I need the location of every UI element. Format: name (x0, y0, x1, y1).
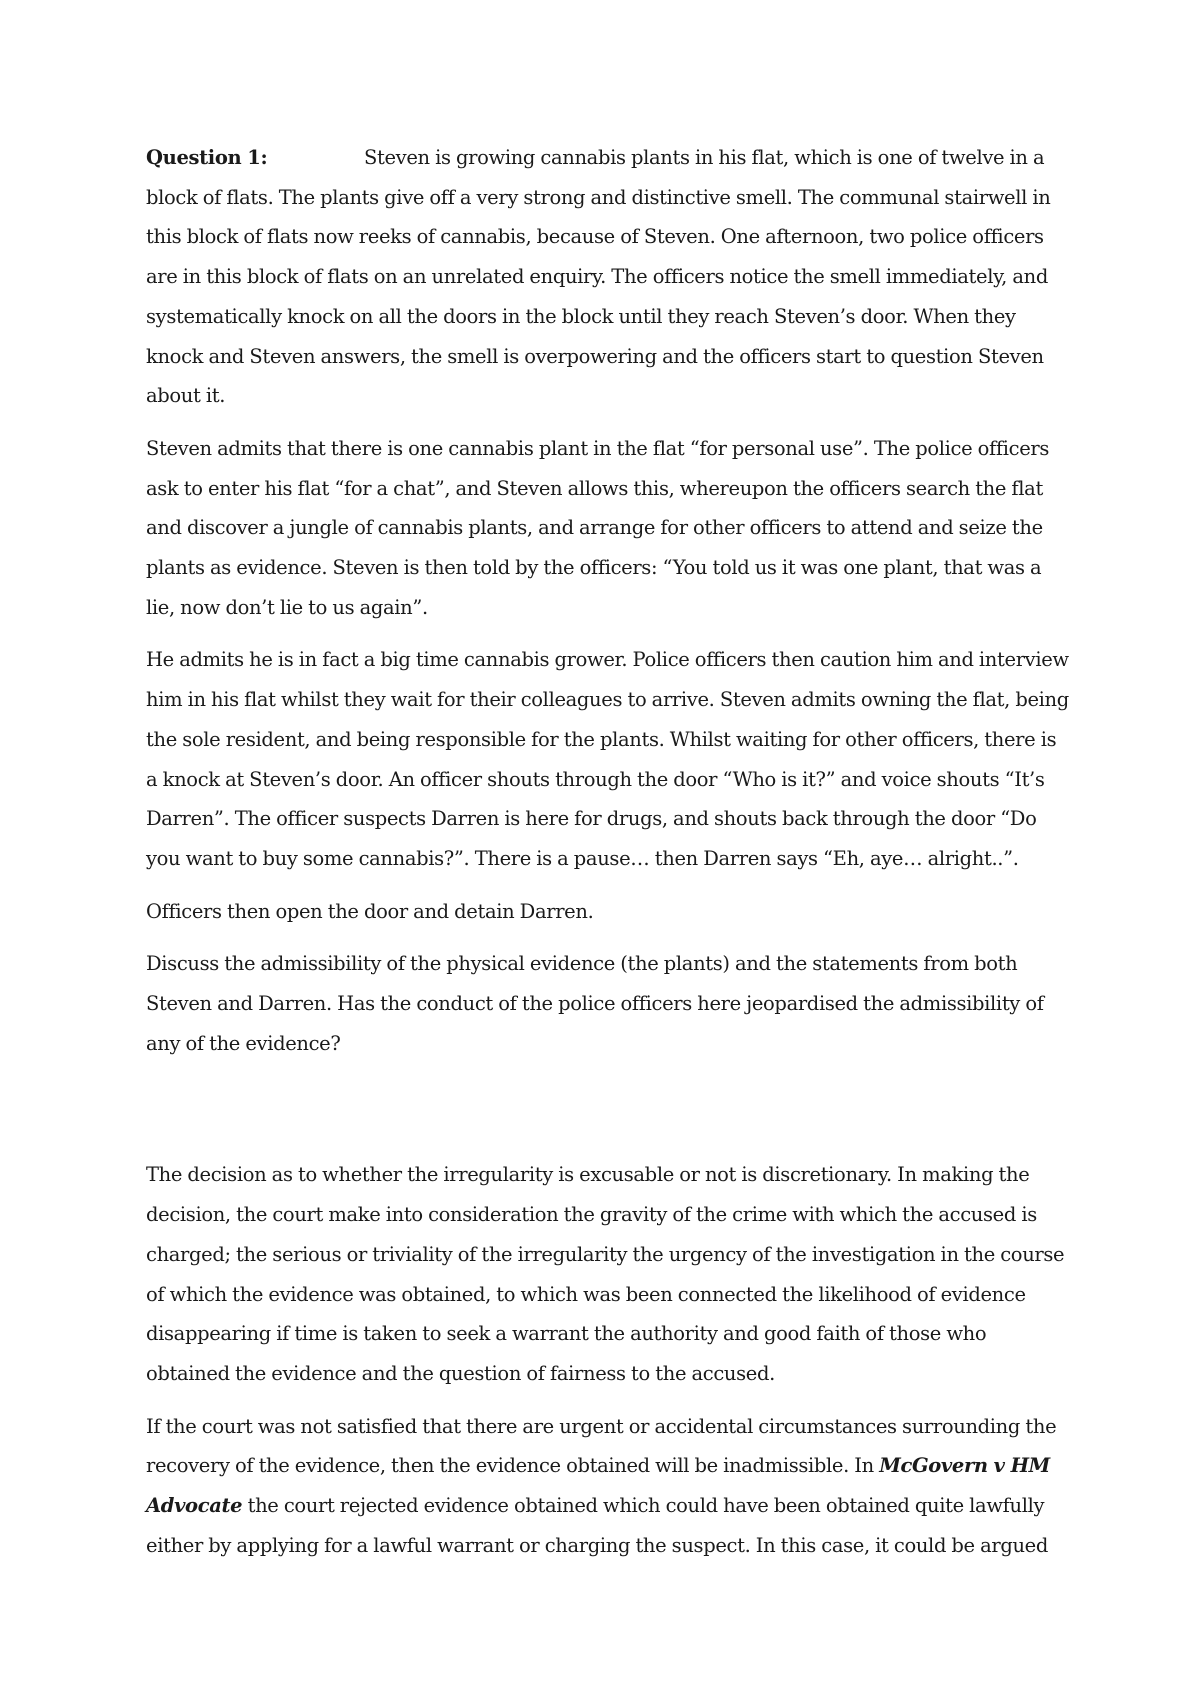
case-citation: McGovern v HM Advocate (146, 1454, 1050, 1518)
question-paragraph-3: He admits he is in fact a big time cannabis grower. Police officers then caution him and interview him in his flat whilst they wait for their colleagues to arrive. Steven admits owning the flat, being the sole resident, and being responsible for the plants. Whilst waiting for other officers, there is a knock at Steven’s door. An officer shouts through the door “Who is it?” and voice shouts “It’s Darren”. The officer suspects Darren is here for drugs, and shouts back through the door “Do you want to buy some cannabis?”. There is a pause… then Darren says “Eh, aye… alright..”. (146, 648, 1069, 870)
answer-text-after: the court rejected evidence obtained which could have been obtained quite lawfully either by applying for a lawful warrant or charging the suspect. In this case, it could be argued (146, 1494, 1049, 1557)
question-paragraph-2: Steven admits that there is one cannabis plant in the flat “for personal use”. The police officers ask to enter his flat “for a chat”, and Steven allows this, whereupon the officers search the flat and discover a jungle of cannabis plants, and arrange for other officers to attend and seize the plants as evidence. Steven is then told by the officers: “You told us it was one plant, that was a lie, now don’t lie to us again”. (146, 436, 1050, 619)
question-paragraph (146, 138, 1070, 416)
question-label: Question 1: (146, 146, 268, 169)
question-paragraph-4: Officers then open the door and detain Darren. (146, 899, 594, 923)
document-page (146, 138, 1070, 1579)
question-paragraph-5: Discuss the admissibility of the physical evidence (the plants) and the statements from both Steven and Darren. Has the conduct of the police officers here jeopardised the admissibility of any of the evidence? (146, 952, 1044, 1055)
answer-text-before: If the court was not satisfied that there are urgent or accidental circumstances surrounding the recovery of the evidence, then the evidence obtained will be inadmissible. In (146, 1414, 1057, 1478)
answer-paragraph-1: The decision as to whether the irregularity is excusable or not is discretionary. In making the decision, the court make into consideration the gravity of the crime with which the accused is charged; the serious or triviality of the irregularity the urgency of the investigation in the course of which the evidence was obtained, to which was been connected the likelihood of evidence disappearing if time is taken to seek a warrant the authority and good faith of those who obtained the evidence and the question of fairness to the accused. (146, 1163, 1065, 1385)
answer-paragraph-2 (146, 1407, 1070, 1566)
section-gap (146, 1076, 1070, 1155)
question-text: Steven is growing cannabis plants in his flat, which is one of twelve in a block of flats. The plants give off a very strong and distinctive smell. The communal stairwell in this block of flats now reeks of cannabis, because of Steven. One afternoon, two police officers are in this block of flats on an unrelated enquiry. The officers notice the smell immediately, and systematically knock on all the doors in the block until they reach Steven’s door. When they knock and Steven answers, the smell is overpowering and the officers start to question Steven about it. (146, 146, 1051, 408)
